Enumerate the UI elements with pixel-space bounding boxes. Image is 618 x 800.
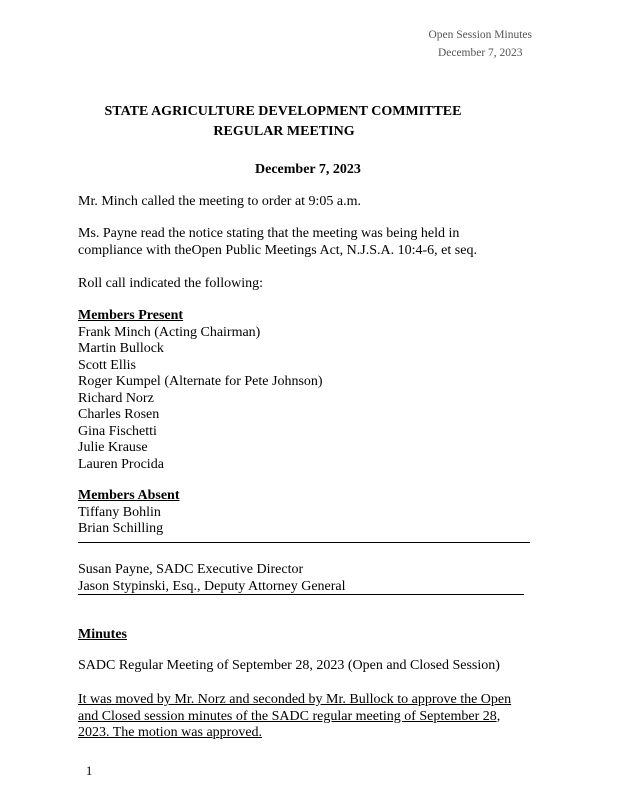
call-to-order-text: Mr. Minch called the meeting to order at 9:05 a.m. [78, 194, 362, 209]
member-name: Scott Ellis [78, 357, 136, 373]
staff-section [78, 562, 524, 595]
document-title: STATE AGRICULTURE DEVELOPMENT COMMITTEE [104, 104, 462, 119]
roll-call-text: Roll call indicated the following: [78, 276, 264, 291]
member-name: Martin Bullock [78, 341, 164, 356]
minutes-meeting-text: SADC Regular Meeting of September 28, 2023 (Open and Closed Session) [78, 658, 500, 673]
members-present-section [78, 308, 323, 473]
page-header [429, 26, 533, 62]
horizontal-rule [78, 542, 530, 543]
meeting-date: December 7, 2023 [255, 162, 361, 177]
members-absent-section [78, 488, 180, 538]
motion-paragraph [78, 692, 528, 742]
member-name: Brian Schilling [78, 521, 164, 536]
notice-paragraph [78, 226, 548, 259]
notice-line-1: Ms. Payne read the notice stating that the meeting was being held in [78, 226, 460, 241]
members-present-heading: Members Present [78, 308, 184, 323]
member-name: Gina Fischetti [78, 423, 157, 439]
notice-line-2: compliance with theOpen Public Meetings Act, N.J.S.A. 10:4-6, et seq. [78, 242, 477, 258]
page-number: 1 [86, 764, 93, 778]
member-name: Tiffany Bohlin [78, 504, 161, 520]
header-line-1: Open Session Minutes [428, 29, 532, 41]
motion-line-2: and Closed session minutes of the SADC regular meeting of September 28, [78, 708, 501, 724]
motion-line-1: It was moved by Mr. Norz and seconded by Mr. Bullock to approve the Open [78, 692, 512, 707]
member-name: Frank Minch (Acting Chairman) [78, 324, 261, 340]
member-name: Charles Rosen [78, 407, 160, 422]
member-name: Lauren Procida [78, 456, 164, 472]
staff-line-2: Jason Stypinski, Esq., Deputy Attorney General [78, 579, 524, 595]
members-absent-heading: Members Absent [78, 488, 180, 503]
minutes-heading: Minutes [78, 627, 127, 642]
member-name: Julie Krause [78, 440, 148, 455]
header-line-2: December 7, 2023 [437, 47, 523, 59]
document-subtitle: REGULAR MEETING [213, 124, 355, 139]
motion-line-3: 2023. The motion was approved. [78, 725, 263, 740]
member-name: Richard Norz [78, 390, 154, 406]
staff-line-1: Susan Payne, SADC Executive Director [78, 562, 304, 577]
member-name: Roger Kumpel (Alternate for Pete Johnson) [78, 374, 323, 389]
